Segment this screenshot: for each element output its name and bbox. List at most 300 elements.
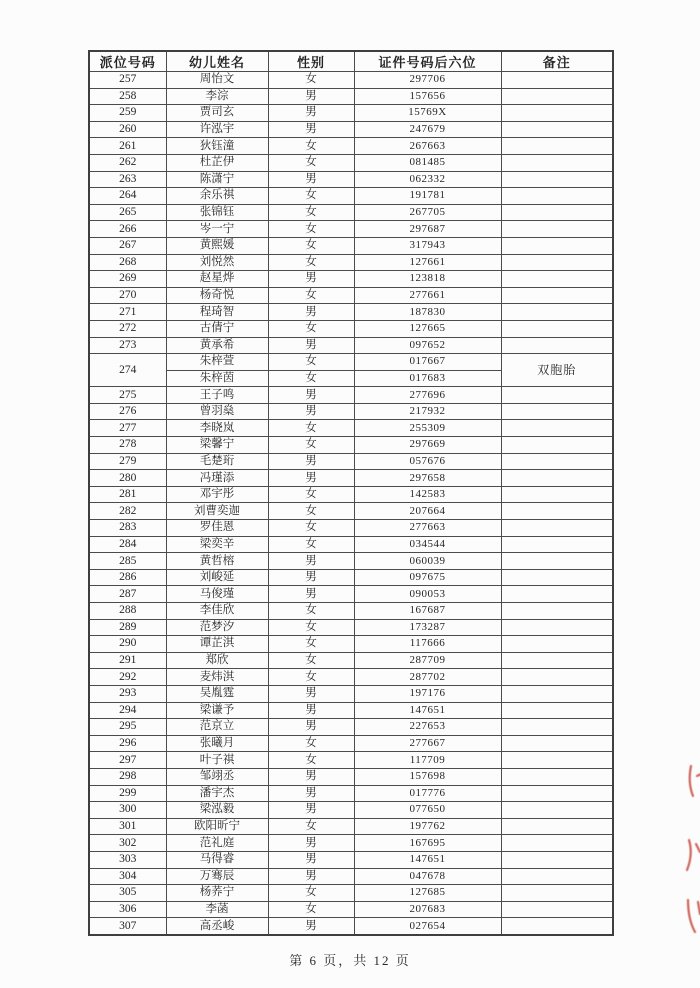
cell-gender: 男 [268,403,354,420]
table-row [89,138,613,155]
cell-id: 157656 [354,88,501,105]
table-row [89,503,613,520]
cell-gender: 女 [268,669,354,686]
cell-name: 李菡 [166,901,268,918]
cell-id: 077650 [354,802,501,819]
cell-id: 317943 [354,237,501,254]
cell-number: 307 [89,918,166,935]
cell-gender: 女 [268,636,354,653]
cell-number: 295 [89,719,166,736]
cell-remark [501,88,613,105]
cell-gender: 女 [268,619,354,636]
cell-id: 267705 [354,204,501,221]
cell-remark [501,188,613,205]
cell-name: 李佳欣 [166,603,268,620]
cell-number: 276 [89,403,166,420]
cell-remark [501,121,613,138]
cell-number: 265 [89,204,166,221]
cell-name: 万骞辰 [166,868,268,885]
cell-remark [501,254,613,271]
cell-number: 272 [89,320,166,337]
cell-name: 黄哲榕 [166,553,268,570]
cell-name: 郑欣 [166,652,268,669]
cell-remark [501,403,613,420]
cell-number: 282 [89,503,166,520]
cell-remark [501,138,613,155]
cell-remark [501,901,613,918]
table-row [89,536,613,553]
cell-gender: 男 [268,271,354,288]
cell-gender: 女 [268,188,354,205]
cell-number: 261 [89,138,166,155]
cell-id: 297658 [354,470,501,487]
table-row [89,121,613,138]
cell-name: 赵星烨 [166,271,268,288]
cell-name: 李晓岚 [166,420,268,437]
cell-remark [501,835,613,852]
cell-name: 黄承希 [166,337,268,354]
cell-id: 267663 [354,138,501,155]
cell-number: 270 [89,287,166,304]
cell-name: 余乐祺 [166,188,268,205]
cell-name: 冯瑾添 [166,470,268,487]
table-row [89,221,613,238]
table-row [89,768,613,785]
table-row [89,669,613,686]
cell-name: 吴胤霆 [166,685,268,702]
cell-remark [501,553,613,570]
cell-number: 284 [89,536,166,553]
cell-id: 017776 [354,785,501,802]
cell-number: 277 [89,420,166,437]
cell-gender: 女 [268,370,354,387]
cell-number: 279 [89,453,166,470]
cell-remark [501,470,613,487]
cell-name: 朱梓茵 [166,370,268,387]
cell-remark [501,735,613,752]
table-row [89,154,613,171]
cell-name: 谭芷淇 [166,636,268,653]
cell-name: 范礼庭 [166,835,268,852]
cell-gender: 男 [268,171,354,188]
cell-name: 杨奇悦 [166,287,268,304]
table-row [89,320,613,337]
table-row [89,636,613,653]
table-body [89,72,613,935]
cell-id: 117709 [354,752,501,769]
cell-gender: 男 [268,785,354,802]
cell-id: 127661 [354,254,501,271]
cell-gender: 男 [268,719,354,736]
table-row [89,271,613,288]
table-row [89,702,613,719]
cell-number: 262 [89,154,166,171]
cell-name: 马俊瑾 [166,586,268,603]
table-row [89,420,613,437]
cell-number: 285 [89,553,166,570]
cell-gender: 女 [268,420,354,437]
cell-name: 梁谦予 [166,702,268,719]
cell-id: 277667 [354,735,501,752]
cell-name: 许泓宇 [166,121,268,138]
cell-remark [501,636,613,653]
cell-id: 187830 [354,304,501,321]
cell-remark [501,221,613,238]
cell-number: 293 [89,685,166,702]
cell-number: 303 [89,851,166,868]
cell-name: 古倩宁 [166,320,268,337]
cell-gender: 女 [268,818,354,835]
cell-remark [501,619,613,636]
cell-gender: 女 [268,885,354,902]
cell-remark [501,569,613,586]
cell-gender: 男 [268,835,354,852]
cell-gender: 女 [268,354,354,371]
cell-number: 263 [89,171,166,188]
cell-remark [501,72,613,89]
cell-id: 017683 [354,370,501,387]
cell-remark [501,851,613,868]
table-row [89,254,613,271]
cell-name: 欧阳昕宁 [166,818,268,835]
cell-remark [501,752,613,769]
cell-gender: 女 [268,204,354,221]
cell-remark [501,586,613,603]
cell-number: 275 [89,387,166,404]
cell-gender: 男 [268,586,354,603]
cell-gender: 女 [268,237,354,254]
cell-number: 271 [89,304,166,321]
cell-name: 叶子祺 [166,752,268,769]
cell-gender: 男 [268,569,354,586]
cell-gender: 男 [268,105,354,122]
table-row [89,520,613,537]
cell-id: 297687 [354,221,501,238]
cell-id: 227653 [354,719,501,736]
cell-number: 301 [89,818,166,835]
cell-remark [501,420,613,437]
cell-number: 291 [89,652,166,669]
cell-gender: 女 [268,735,354,752]
cell-id: 277663 [354,520,501,537]
cell-name: 张曦月 [166,735,268,752]
cell-remark [501,204,613,221]
cell-id: 247679 [354,121,501,138]
cell-remark [501,154,613,171]
cell-remark [501,437,613,454]
cell-id: 157698 [354,768,501,785]
cell-remark [501,271,613,288]
cell-id: 117666 [354,636,501,653]
cell-name: 高丞峻 [166,918,268,935]
cell-remark [501,320,613,337]
table-row [89,735,613,752]
cell-remark [501,536,613,553]
cell-gender: 女 [268,503,354,520]
cell-gender: 男 [268,453,354,470]
table-row [89,354,613,371]
cell-name: 马得睿 [166,851,268,868]
table-row [89,918,613,935]
table-row [89,785,613,802]
cell-number: 288 [89,603,166,620]
cell-id: 060039 [354,553,501,570]
cell-number: 298 [89,768,166,785]
cell-number: 294 [89,702,166,719]
cell-remark [501,885,613,902]
cell-name: 梁馨宁 [166,437,268,454]
cell-remark [501,702,613,719]
cell-id: 15769X [354,105,501,122]
cell-number: 306 [89,901,166,918]
cell-name: 潘宇杰 [166,785,268,802]
cell-id: 207664 [354,503,501,520]
cell-remark [501,337,613,354]
table-row [89,885,613,902]
cell-name: 范京立 [166,719,268,736]
cell-number: 259 [89,105,166,122]
cell-name: 邹翊丞 [166,768,268,785]
cell-gender: 男 [268,918,354,935]
cell-gender: 女 [268,520,354,537]
cell-number: 266 [89,221,166,238]
cell-number: 281 [89,486,166,503]
cell-name: 岑一宁 [166,221,268,238]
cell-id: 123818 [354,271,501,288]
table-row [89,835,613,852]
cell-number: 269 [89,271,166,288]
cell-name: 邓宇彤 [166,486,268,503]
cell-id: 197762 [354,818,501,835]
cell-name: 范梦汐 [166,619,268,636]
cell-gender: 男 [268,685,354,702]
cell-id: 197176 [354,685,501,702]
cell-id: 287702 [354,669,501,686]
cell-gender: 女 [268,287,354,304]
table-row [89,901,613,918]
cell-name: 麦炜淇 [166,669,268,686]
table-row [89,752,613,769]
table-row [89,603,613,620]
cell-gender: 男 [268,470,354,487]
cell-name: 梁奕辛 [166,536,268,553]
table-row [89,470,613,487]
cell-id: 034544 [354,536,501,553]
cell-number: 299 [89,785,166,802]
cell-remark [501,785,613,802]
cell-gender: 男 [268,121,354,138]
cell-number: 300 [89,802,166,819]
cell-remark [501,237,613,254]
column-header: 性别 [268,51,354,72]
cell-id: 191781 [354,188,501,205]
table-row [89,868,613,885]
cell-remark [501,802,613,819]
cell-number: 257 [89,72,166,89]
cell-number: 268 [89,254,166,271]
cell-name: 曾羽燊 [166,403,268,420]
table-row [89,337,613,354]
cell-gender: 女 [268,254,354,271]
table-row [89,72,613,89]
cell-name: 刘峻延 [166,569,268,586]
cell-number: 278 [89,437,166,454]
cell-id: 297706 [354,72,501,89]
cell-gender: 女 [268,437,354,454]
table-row [89,304,613,321]
table-row [89,486,613,503]
cell-id: 142583 [354,486,501,503]
table-row [89,171,613,188]
cell-name: 杨荞宁 [166,885,268,902]
cell-gender: 女 [268,72,354,89]
cell-gender: 男 [268,553,354,570]
cell-gender: 女 [268,603,354,620]
cell-gender: 男 [268,868,354,885]
page-footer: 第 6 页，共 12 页 [289,953,411,968]
cell-gender: 女 [268,138,354,155]
cell-number: 296 [89,735,166,752]
cell-remark [501,520,613,537]
cell-id: 057676 [354,453,501,470]
cell-number: 297 [89,752,166,769]
cell-name: 李淙 [166,88,268,105]
cell-gender: 男 [268,702,354,719]
cell-id: 277696 [354,387,501,404]
cell-remark [501,387,613,404]
table-row [89,851,613,868]
cell-id: 017667 [354,354,501,371]
cell-remark [501,304,613,321]
table-row [89,237,613,254]
cell-number: 258 [89,88,166,105]
cell-number: 292 [89,669,166,686]
table-row [89,387,613,404]
cell-gender: 男 [268,387,354,404]
column-header: 备注 [501,51,613,72]
cell-gender: 女 [268,486,354,503]
cell-id: 277661 [354,287,501,304]
cell-name: 罗佳恩 [166,520,268,537]
table-row [89,652,613,669]
cell-gender: 女 [268,901,354,918]
table-row [89,287,613,304]
column-header: 派位号码 [89,51,166,72]
cell-number: 286 [89,569,166,586]
cell-id: 217932 [354,403,501,420]
cell-id: 097652 [354,337,501,354]
cell-number: 273 [89,337,166,354]
cell-id: 062332 [354,171,501,188]
allocation-table [88,50,614,936]
table-row [89,586,613,603]
cell-remark [501,603,613,620]
cell-gender: 男 [268,851,354,868]
table-row [89,204,613,221]
cell-number: 290 [89,636,166,653]
table-row [89,802,613,819]
cell-gender: 女 [268,752,354,769]
cell-name: 朱梓萱 [166,354,268,371]
cell-remark [501,669,613,686]
cell-name: 刘悦然 [166,254,268,271]
cell-number: 304 [89,868,166,885]
cell-number: 287 [89,586,166,603]
table-row [89,818,613,835]
table-row [89,719,613,736]
cell-name: 程琦智 [166,304,268,321]
cell-id: 027654 [354,918,501,935]
table-row [89,453,613,470]
cell-remark [501,453,613,470]
cell-id: 255309 [354,420,501,437]
cell-gender: 女 [268,221,354,238]
cell-remark [501,868,613,885]
cell-remark [501,287,613,304]
cell-number: 264 [89,188,166,205]
cell-remark [501,105,613,122]
cell-name: 梁泓毅 [166,802,268,819]
table-row [89,105,613,122]
cell-number: 274 [89,354,166,387]
cell-gender: 男 [268,768,354,785]
cell-name: 王子鸣 [166,387,268,404]
cell-gender: 男 [268,88,354,105]
cell-id: 081485 [354,154,501,171]
cell-name: 贾司玄 [166,105,268,122]
table-row [89,437,613,454]
cell-id: 047678 [354,868,501,885]
cell-id: 090053 [354,586,501,603]
cell-remark [501,719,613,736]
cell-name: 张锦钰 [166,204,268,221]
header-row [89,51,613,72]
cell-number: 280 [89,470,166,487]
cell-id: 297669 [354,437,501,454]
cell-id: 147651 [354,851,501,868]
table-row [89,619,613,636]
cell-gender: 女 [268,320,354,337]
cell-id: 207683 [354,901,501,918]
table-row [89,188,613,205]
cell-remark [501,768,613,785]
cell-gender: 女 [268,154,354,171]
cell-id: 127665 [354,320,501,337]
cell-name: 毛楚珩 [166,453,268,470]
cell-name: 周怡文 [166,72,268,89]
cell-number: 289 [89,619,166,636]
cell-name: 黄熙媛 [166,237,268,254]
cell-name: 陈潇宁 [166,171,268,188]
cell-id: 167687 [354,603,501,620]
cell-remark [501,918,613,935]
cell-number: 260 [89,121,166,138]
cell-id: 097675 [354,569,501,586]
table-row [89,88,613,105]
cell-number: 305 [89,885,166,902]
cell-name: 狄钰潼 [166,138,268,155]
cell-id: 173287 [354,619,501,636]
cell-remark [501,818,613,835]
cell-id: 147651 [354,702,501,719]
cell-name: 刘曹奕迦 [166,503,268,520]
cell-id: 127685 [354,885,501,902]
cell-id: 287709 [354,652,501,669]
cell-remark [501,486,613,503]
cell-remark [501,652,613,669]
cell-name: 杜芷伊 [166,154,268,171]
cell-gender: 男 [268,304,354,321]
